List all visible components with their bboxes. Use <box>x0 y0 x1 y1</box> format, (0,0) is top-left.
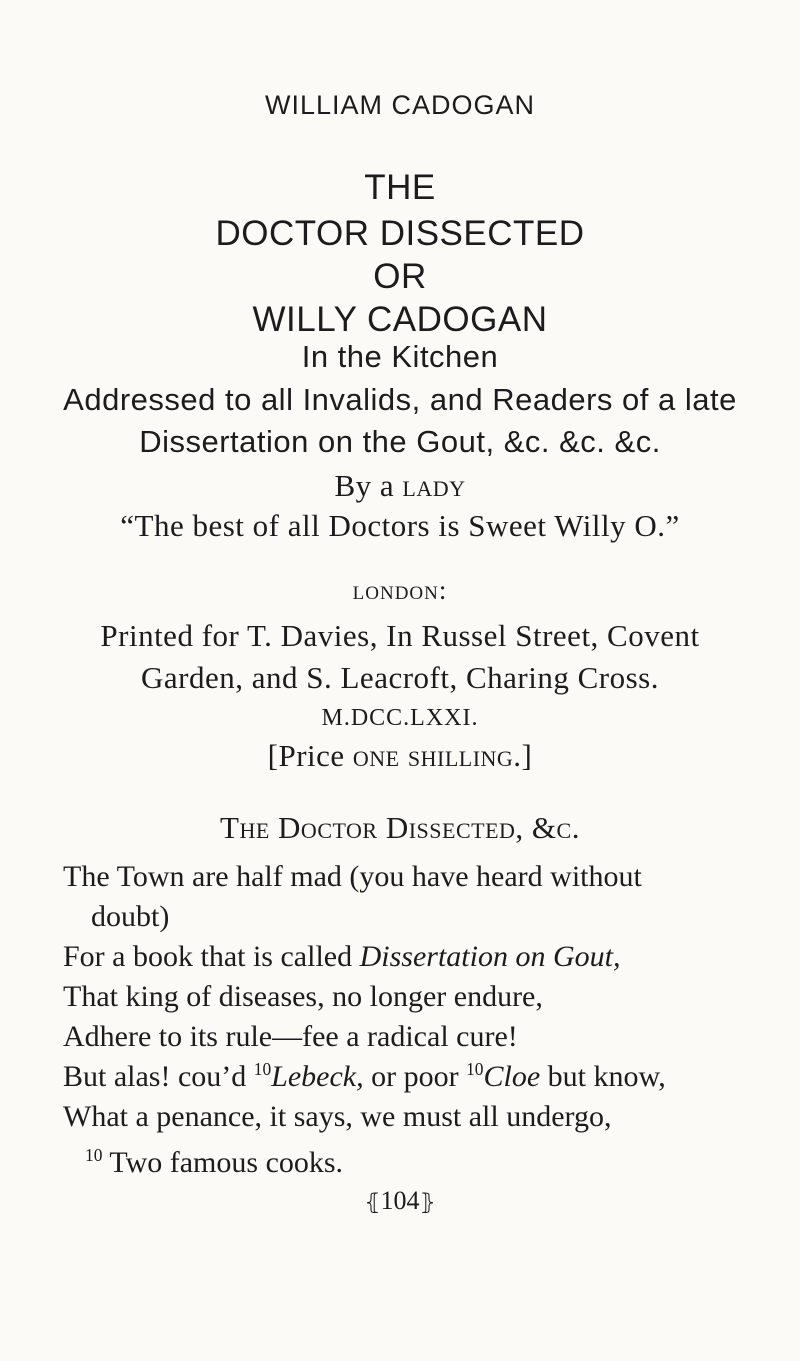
address-line-2: Dissertation on the Gout, &c. &c. &c. <box>139 424 661 459</box>
title-line-doctor-dissected: DOCTOR DISSECTED <box>215 214 585 253</box>
running-head: WILLIAM CADOGAN <box>264 90 536 120</box>
price-line <box>0 738 800 774</box>
page-number-block <box>0 1186 800 1216</box>
page-number-ornament-right: ⦄ <box>419 1189 436 1214</box>
poem-line-5-text-a: But alas! cou’d <box>63 1060 247 1093</box>
poem-line-3: That king of diseases, no longer endure, <box>63 980 543 1013</box>
poem-line-1-turnover: doubt) <box>91 900 170 933</box>
footnote-ref-cloe: 10 <box>466 1059 484 1079</box>
price-text: one shilling.] <box>352 738 533 773</box>
poem-line-5-text-c: but know, <box>547 1060 666 1093</box>
byline-prefix: By a <box>334 468 395 503</box>
title-line-the: THE <box>364 168 436 207</box>
imprint-line-1: Printed for T. Davies, In Russel Street, Covent <box>100 618 700 653</box>
page-number-ornament-left: ⦃ <box>364 1189 381 1214</box>
imprint-year: M.DCC.LXXI. <box>321 705 479 731</box>
poem-line-2-title: Dissertation on Gout, <box>359 940 621 973</box>
subtitle: In the Kitchen <box>301 339 499 374</box>
title-line-willy-cadogan: WILLY CADOGAN <box>252 300 548 339</box>
footnote-marker: 10 <box>85 1145 103 1165</box>
address-line-1: Addressed to all Invalids, and Readers of a late <box>63 382 737 417</box>
footnote-text: Two famous cooks. <box>109 1146 344 1179</box>
poem-line-5 <box>63 1060 666 1094</box>
imprint-line-2: Garden, and S. Leacroft, Charing Cross. <box>141 660 659 695</box>
poem-line-1: The Town are half mad (you have heard without <box>63 860 642 893</box>
footnote-ref-lebeck: 10 <box>253 1059 272 1079</box>
page-number: 104 <box>380 1186 420 1215</box>
epigraph: “The best of all Doctors is Sweet Willy O.” <box>120 508 680 543</box>
poem-name-lebeck: Lebeck, <box>271 1060 364 1093</box>
poem-line-6: What a penance, it says, we must all undergo, <box>63 1100 612 1133</box>
poem-line-4: Adhere to its rule—fee a radical cure! <box>63 1020 518 1053</box>
poem-line-5-text-b: or poor <box>371 1060 459 1093</box>
footnote <box>85 1146 343 1180</box>
poem-line-2-text: For a book that is called <box>63 940 353 973</box>
title-line-or: OR <box>373 257 427 296</box>
poem-heading: The Doctor Dissected, &c. <box>220 810 580 845</box>
poem-name-cloe: Cloe <box>483 1060 541 1093</box>
byline-lady: lady <box>402 468 466 503</box>
price-open: [Price <box>267 738 345 773</box>
byline <box>0 468 800 504</box>
poem-line-2 <box>63 940 620 974</box>
imprint-city: london: <box>352 575 448 605</box>
